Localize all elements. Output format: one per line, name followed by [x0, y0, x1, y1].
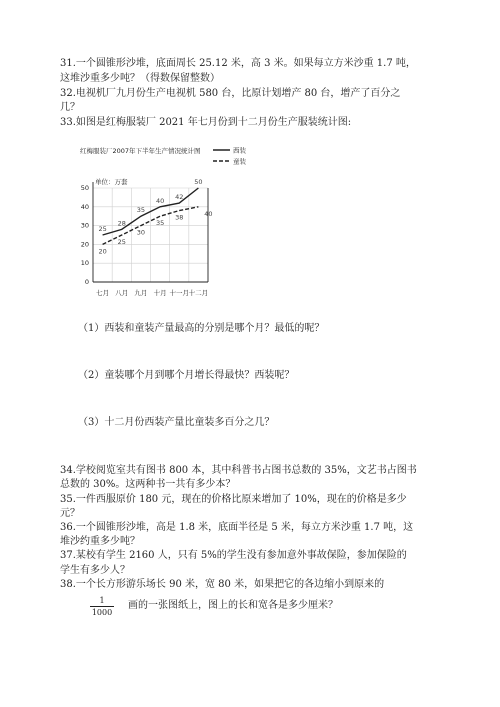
legend-label: 童装 — [233, 157, 246, 166]
data-label: 30 — [136, 228, 146, 237]
fraction-numerator: 1 — [90, 596, 114, 607]
chart-legend — [213, 146, 247, 166]
q33-sub1: （1）西装和童装产量最高的分别是哪个月？最低的呢？ — [78, 323, 325, 334]
data-label: 40 — [204, 209, 213, 218]
y-tick-label: 0 — [84, 278, 89, 286]
data-label: 38 — [175, 213, 184, 222]
q38-line1: 38.一个长方形游乐场长 90 米，宽 80 米，如果把它的各边缩小到原来的 — [60, 579, 385, 590]
q35-line2: 元？ — [60, 508, 80, 519]
q34-line1: 34.学校阅览室共有图书 800 本，其中科普书占图书总数的 35%，文艺书占图书 — [60, 465, 417, 476]
data-label: 42 — [175, 193, 184, 202]
q33-intro: 33.如图是红梅服装厂 2021 年七月份到十二月份生产服装统计图: — [60, 117, 352, 128]
chart-y-ticks — [81, 184, 89, 286]
q34-line2: 总数的 30%。这两种书一共有多少本？ — [60, 479, 236, 490]
q35-line1: 35.一件西服原价 180 元，现在的价格比原来增加了 10%，现在的价格是多少 — [60, 494, 407, 505]
q36-line1: 36.一个圆锥形沙堆，高是 1.8 米，底面半径是 5 米，每立方米沙重 1.7 吨，这 — [60, 522, 414, 533]
x-tick-label: 九月 — [134, 289, 148, 297]
q32-line2: 几？ — [60, 102, 80, 113]
data-label: 40 — [155, 196, 165, 205]
chart-series — [98, 178, 212, 255]
data-label: 35 — [155, 219, 165, 228]
data-label: 20 — [98, 247, 107, 256]
x-tick-label: 七月 — [96, 289, 110, 297]
q32-line1: 32.电视机厂九月份生产电视机 580 台，比原计划增产 80 台，增产了百分之 — [60, 88, 401, 99]
data-label: 25 — [117, 238, 126, 246]
y-tick-label: 20 — [80, 240, 89, 249]
data-label: 25 — [98, 225, 107, 233]
q38-line2: 画的一张图纸上，图上的长和宽各是多少厘米？ — [128, 600, 338, 611]
x-tick-label: 八月 — [115, 289, 129, 297]
legend-label: 西装 — [233, 146, 246, 155]
y-tick-label: 50 — [80, 184, 89, 192]
q33-sub2: （2）童装哪个月到哪个月增长得最快？西装呢？ — [78, 370, 295, 381]
q31-line2: 这堆沙重多少吨？（得数保留整数） — [60, 73, 220, 84]
chart-gridlines — [93, 188, 208, 282]
q33-sub3: （3）十二月份西装产量比童装多百分之几？ — [78, 417, 275, 428]
q36-line2: 堆沙约重多少吨？ — [60, 536, 140, 547]
q37-line2: 学生有多少人？ — [60, 565, 130, 576]
y-tick-label: 10 — [80, 259, 89, 268]
data-label: 28 — [117, 219, 126, 228]
data-label: 50 — [194, 178, 203, 186]
chart-svg — [78, 138, 253, 303]
y-tick-label: 30 — [80, 221, 89, 230]
data-label: 35 — [136, 206, 146, 215]
chart-unit-label: 单位：万套 — [95, 178, 128, 186]
q37-line1: 37.某校有学生 2160 人，只有 5%的学生没有参加意外事故保险，参加保险的 — [60, 550, 407, 561]
production-line-chart — [78, 138, 253, 303]
fraction-denominator: 1000 — [91, 608, 113, 617]
chart-title: 红梅服装厂2007年下半年生产情况统计图 — [80, 147, 201, 155]
chart-x-ticks — [96, 288, 208, 297]
x-tick-label: 十月 — [153, 289, 167, 297]
y-tick-label: 40 — [80, 202, 89, 211]
x-tick-label: 十二月 — [188, 289, 209, 297]
scale-fraction — [90, 596, 114, 617]
q31-line1: 31.一个圆锥形沙堆，底面周长 25.12 米，高 3 米。如果每立方米沙重 1.7 吨， — [60, 58, 416, 69]
x-tick-label: 十一月 — [169, 289, 189, 297]
